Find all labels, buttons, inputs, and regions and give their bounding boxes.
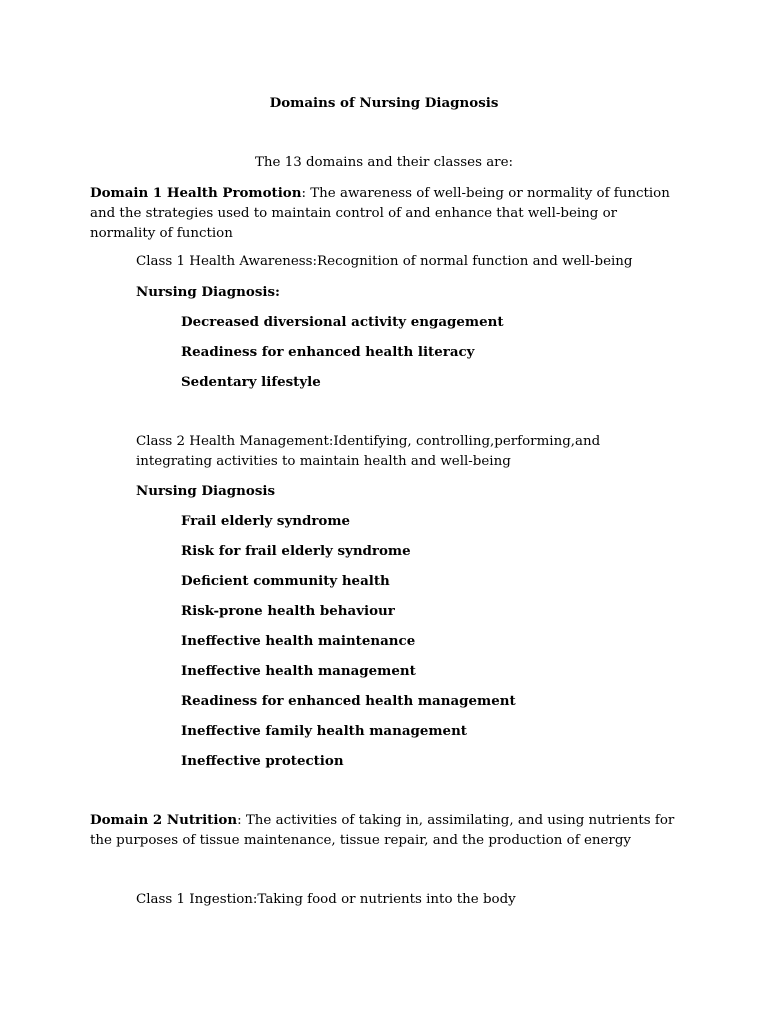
diagnosis-item: Frail elderly syndrome: [181, 513, 351, 529]
domain1-class2-text: Class 2 Health Management:Identifying, controlling,performing,and integrating activities to maintain health and well-being: [136, 434, 601, 469]
domain1-heading: Domain 1 Health Promotion: [90, 185, 302, 201]
domain1-paragraph: [90, 183, 680, 244]
diagnosis-item: Ineffective family health management: [181, 723, 467, 739]
domain2-heading: Domain 2 Nutrition: [90, 812, 238, 828]
document-title: Domains of Nursing Diagnosis: [269, 95, 499, 111]
diagnosis-item: Ineffective health management: [181, 663, 416, 679]
diagnosis-item: Decreased diversional activity engagement: [181, 314, 504, 330]
diagnosis-item: Ineffective health maintenance: [181, 633, 416, 649]
domain1-class2-dx-label: Nursing Diagnosis: [136, 483, 275, 499]
domain1-class1-diagnosis-list: [181, 312, 504, 402]
diagnosis-item: Sedentary lifestyle: [181, 374, 321, 390]
domain2-paragraph: [90, 810, 680, 851]
diagnosis-item: Deficient community health: [181, 573, 390, 589]
intro-text: The 13 domains and their classes are:: [254, 155, 514, 170]
diagnosis-item: Ineffective protection: [181, 753, 344, 769]
diagnosis-item: Risk for frail elderly syndrome: [181, 543, 411, 559]
domain1-class1-dx-label: Nursing Diagnosis:: [136, 284, 280, 300]
diagnosis-item: Readiness for enhanced health management: [181, 693, 516, 709]
diagnosis-item: Readiness for enhanced health literacy: [181, 344, 475, 360]
domain1-class1-text: Class 1 Health Awareness:Recognition of normal function and well-being: [136, 254, 633, 269]
domain1-class2-diagnosis-list: [181, 511, 516, 781]
diagnosis-item: Risk-prone health behaviour: [181, 603, 395, 619]
domain1-description: : The awareness of well-being or normality of function and the strategies used to maintain control of and enhance that well-being or normality of function: [90, 186, 670, 241]
domain2-description: : The activities of taking in, assimilating, and using nutrients for the purposes of tissue maintenance, tissue repair, and the production of energy: [90, 813, 675, 848]
domain2-class1-text: Class 1 Ingestion:Taking food or nutrients into the body: [136, 892, 516, 907]
